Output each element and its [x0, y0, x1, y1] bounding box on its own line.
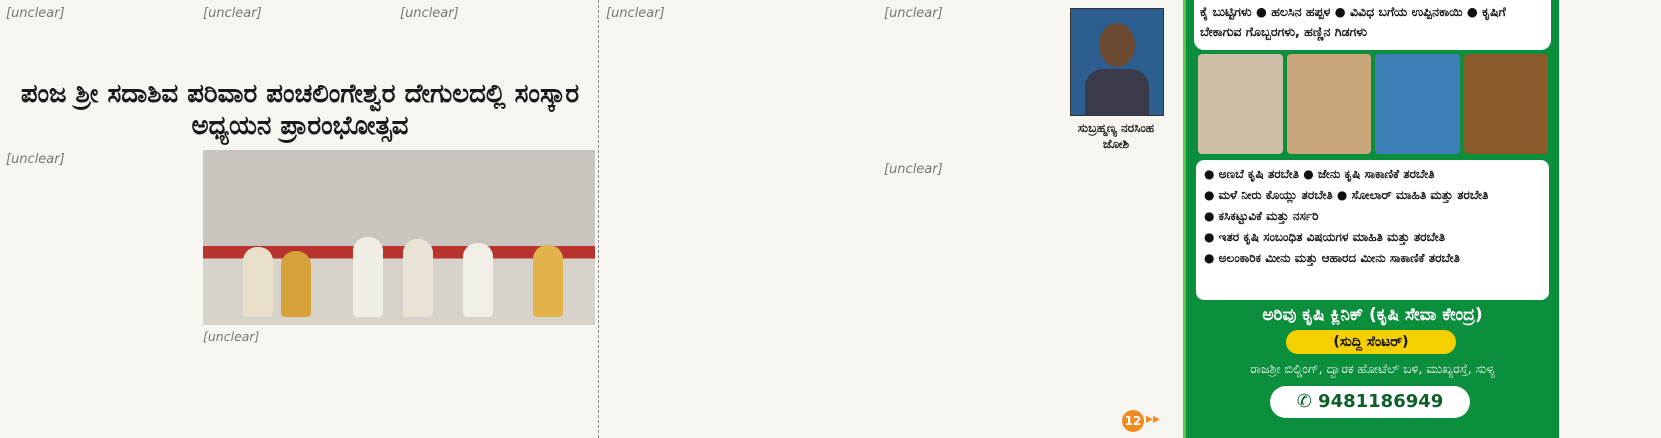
page-number: 12	[1122, 410, 1144, 432]
ad-address: ರಾಜಶ್ರೀ ಬಿಲ್ಡಿಂಗ್, ದ್ವಾರಕ ಹೋಟೆಲ್ ಬಳಿ, ಮುಖ್ಯರಸ್ತೆ, ಸುಳ್ಯ	[1250, 361, 1495, 376]
ad-list-item: ● ಅಣಬೆ ಕೃಷಿ ತರಬೇತಿ ● ಜೇನು ಕೃಷಿ ಸಾಕಾಣಿಕೆ ತರಬೇತಿ	[1204, 167, 1435, 181]
article-body-left: [unclear]	[6, 152, 65, 167]
article-headline: ಪಂಜ ಶ್ರೀ ಸದಾಶಿವ ಪರಿವಾರ ಪಂಚಲಿಂಗೇಶ್ವರ ದೇಗುಲದಲ್ಲಿ ಸಂಸ್ಕಾರ ಅಧ್ಯಯನ ಪ್ರಾರಂಭೋತ್ಸವ	[20, 79, 580, 141]
event-photo	[203, 150, 595, 325]
ad-list-item: ● ಇತರ ಕೃಷಿ ಸಂಬಂಧಿತ ವಿಷಯಗಳ ಮಾಹಿತಿ ಮತ್ತು ತರಬೇತಿ	[1204, 230, 1446, 244]
continue-arrows-icon: ▸▸	[1146, 411, 1161, 427]
ad-product-line: ಕೈ ಬುಟ್ಟಿಗಳು ● ಹಲಸಿನ ಹಪ್ಪಳ ● ವಿವಿಧ ಬಗೆಯ ಉಪ್ಪಿನಕಾಯಿ ● ಕೃಷಿಗೆ ಬೇಕಾಗುವ ಗೊಬ್ಬರಗಳು, ಹಣ್ಣಿನ ಗಿಡಗಳು	[1194, 0, 1551, 50]
article-body-right-lower: [unclear]	[884, 162, 943, 177]
article-body-right: [unclear]	[884, 6, 943, 21]
ad-photos	[1198, 54, 1548, 154]
column-top-right: [unclear]	[400, 6, 459, 21]
advertisement	[1183, 0, 1559, 438]
ad-phone-number: 9481186949	[1318, 391, 1444, 412]
column-top-middle: [unclear]	[203, 6, 262, 21]
column-divider	[598, 0, 599, 438]
portrait-photo	[1070, 8, 1164, 116]
ad-clinic-name: ಅರಿವು ಕೃಷಿ ಕ್ಲಿನಿಕ್ (ಕೃಷಿ ಸೇವಾ ಕೇಂದ್ರ)	[1262, 305, 1483, 325]
column-top-left: [unclear]	[6, 6, 65, 21]
ad-list-item: ● ಅಲಂಕಾರಿಕ ಮೀನು ಮತ್ತು ಆಹಾರದ ಮೀನು ಸಾಕಾಣಿಕೆ ತರಬೇತಿ	[1204, 251, 1460, 265]
ad-training-list	[1196, 160, 1549, 300]
ad-clinic-subtitle: (ಸುದ್ದಿ ಸೆಂಟರ್)	[1286, 330, 1456, 354]
article-body-center: [unclear]	[606, 6, 665, 21]
photo-caption: [unclear]	[203, 329, 260, 344]
ad-list-item: ● ಮಳೆ ನೀರು ಕೊಯ್ಲು ತರಬೇತಿ ● ಸೋಲಾರ್ ಮಾಹಿತಿ ಮತ್ತು ತರಬೇತಿ	[1204, 188, 1489, 202]
ad-phone	[1270, 386, 1470, 418]
phone-icon: ✆	[1296, 391, 1319, 412]
portrait-caption: ಸುಬ್ರಹ್ಮಣ್ಯ ನರಸಿಂಹ ಜೋಶಿ	[1077, 121, 1155, 151]
ad-list-item: ● ಕಸಿಕಟ್ಟುವಿಕೆ ಮತ್ತು ನರ್ಸರಿ	[1204, 209, 1319, 223]
